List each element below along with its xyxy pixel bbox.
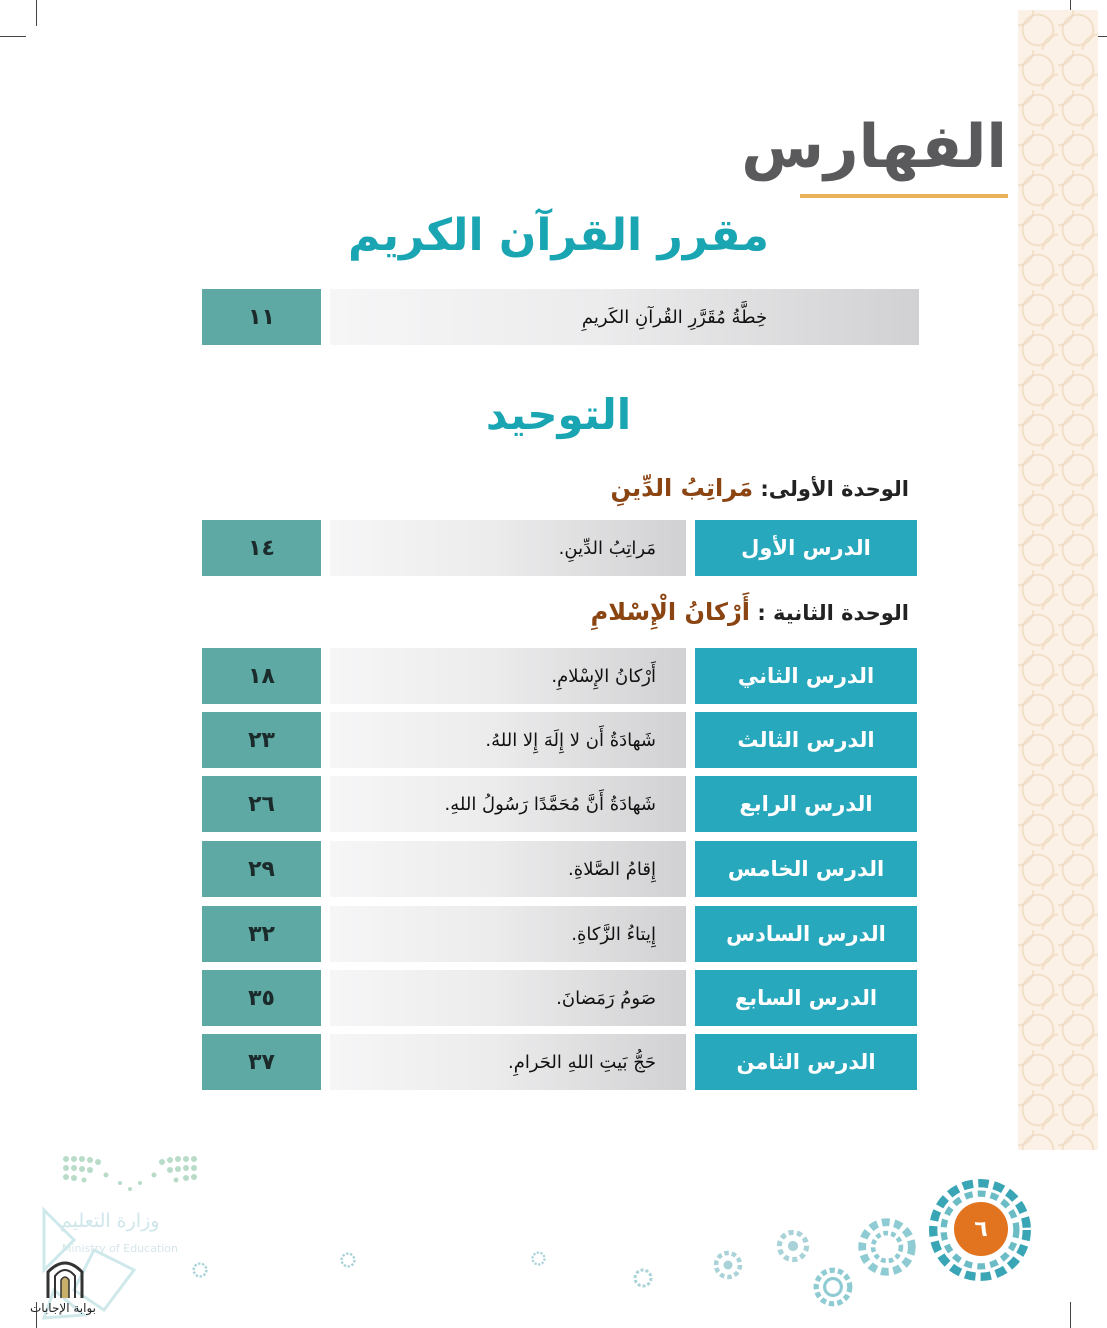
lesson-label: الدرس الرابع bbox=[695, 776, 917, 832]
rosette-icon bbox=[713, 1250, 743, 1280]
table-row[interactable] bbox=[0, 841, 1107, 897]
lesson-title: صَومُ رَمَضانَ. bbox=[330, 970, 686, 1026]
table-row[interactable] bbox=[0, 1034, 1107, 1090]
ministry-name-ar: وزارة التعليم bbox=[60, 1210, 160, 1232]
crop-mark bbox=[0, 36, 26, 37]
site-label: بوابة الإجابات bbox=[30, 1301, 97, 1315]
table-row[interactable] bbox=[0, 648, 1107, 704]
table-row[interactable] bbox=[0, 520, 1107, 576]
lesson-page-number: ٣٢ bbox=[202, 906, 321, 962]
rosette-icon bbox=[192, 1262, 208, 1278]
ministry-name-en: Ministry of Education bbox=[62, 1242, 179, 1255]
lesson-page-number: ٢٩ bbox=[202, 841, 321, 897]
rosette-icon bbox=[776, 1229, 810, 1263]
lesson-label: الدرس السادس bbox=[695, 906, 917, 962]
crop-mark bbox=[1070, 1302, 1071, 1328]
lesson-page-number: ١٤ bbox=[202, 520, 321, 576]
unit-heading bbox=[611, 474, 909, 502]
rosette-icon bbox=[856, 1216, 918, 1278]
lesson-page-number: ٣٧ bbox=[202, 1034, 321, 1090]
lesson-title: أَرْكانُ الإِسْلامِ. bbox=[330, 648, 686, 704]
title-underline bbox=[800, 194, 1008, 198]
page-number-badge: ٦ bbox=[954, 1202, 1008, 1256]
lesson-page-number: ١٨ bbox=[202, 648, 321, 704]
unit-name: مَراتِبُ الدِّينِ bbox=[610, 474, 754, 502]
lesson-label: الدرس الأول bbox=[695, 520, 917, 576]
intro-title: خِطَّةُ مُقَرَّرِ القُرآنِ الكَريمِ bbox=[330, 289, 919, 345]
page-title: الفهارس bbox=[741, 112, 1007, 182]
ministry-logo-icon bbox=[62, 1155, 198, 1197]
rosette-icon bbox=[812, 1266, 854, 1308]
lesson-title: إِقامُ الصَّلاةِ. bbox=[330, 841, 686, 897]
unit-label: الوحدة الأولى: bbox=[760, 477, 909, 501]
unit-name: أَرْكانُ الْإِسْلامِ bbox=[590, 598, 751, 626]
table-row[interactable] bbox=[0, 776, 1107, 832]
rosette-icon bbox=[531, 1251, 546, 1266]
unit-heading bbox=[591, 598, 909, 626]
table-row[interactable] bbox=[0, 712, 1107, 768]
rosette-icon bbox=[633, 1268, 653, 1288]
lesson-title: مَراتِبُ الدِّينِ. bbox=[330, 520, 686, 576]
lesson-label: الدرس الثامن bbox=[695, 1034, 917, 1090]
rosette-icon bbox=[340, 1252, 356, 1268]
lesson-label: الدرس الثاني bbox=[695, 648, 917, 704]
lesson-page-number: ٢٣ bbox=[202, 712, 321, 768]
gate-logo-icon bbox=[44, 1254, 86, 1300]
lesson-page-number: ٢٦ bbox=[202, 776, 321, 832]
lesson-label: الدرس الثالث bbox=[695, 712, 917, 768]
lesson-page-number: ٣٥ bbox=[202, 970, 321, 1026]
subject-title: مقرر القرآن الكريم bbox=[347, 210, 770, 261]
unit-label: الوحدة الثانية : bbox=[757, 601, 909, 625]
crop-mark bbox=[36, 0, 37, 26]
section-title: التوحيد bbox=[485, 390, 632, 439]
lesson-title: حَجُّ بَيتِ اللهِ الحَرامِ. bbox=[330, 1034, 686, 1090]
lesson-label: الدرس السابع bbox=[695, 970, 917, 1026]
lesson-title: إِيتاءُ الزَّكاةِ. bbox=[330, 906, 686, 962]
table-row[interactable] bbox=[0, 906, 1107, 962]
intro-page-number: ١١ bbox=[202, 289, 321, 345]
lesson-title: شَهادَةُ أَنَّ مُحَمَّدًا رَسُولُ اللهِ. bbox=[330, 776, 686, 832]
lesson-title: شَهادَةُ أَن لا إِلَهَ إِلا اللهُ. bbox=[330, 712, 686, 768]
lesson-label: الدرس الخامس bbox=[695, 841, 917, 897]
table-row[interactable] bbox=[0, 970, 1107, 1026]
